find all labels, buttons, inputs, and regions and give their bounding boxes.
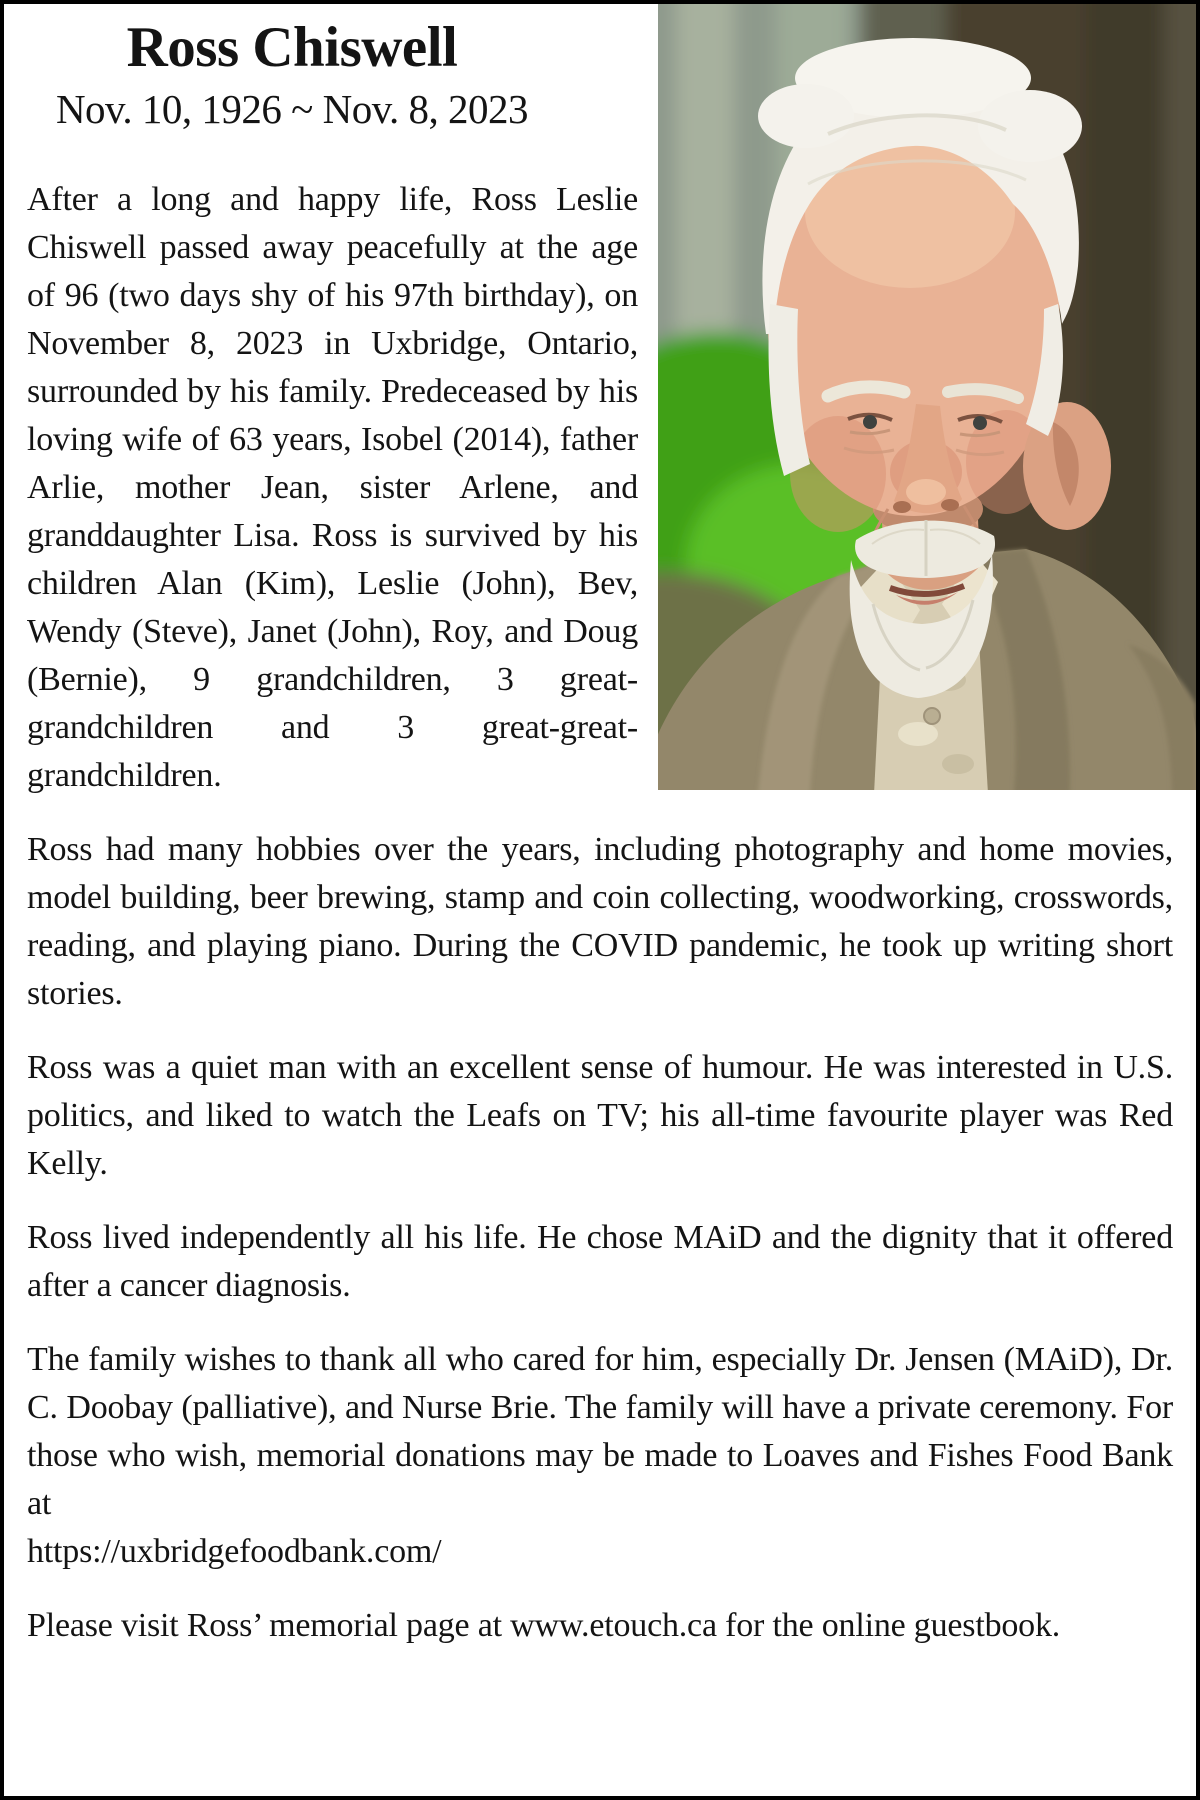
donation-url: https://uxbridgefoodbank.com/ (27, 1533, 442, 1570)
obituary-paragraph-maid: Ross lived independently all his life. He chose MAiD and the dignity that it offered after a cancer diagnosis. (27, 1219, 1173, 1304)
obituary-paragraph-hobbies: Ross had many hobbies over the years, including photography and home movies, model building, beer brewing, stamp and coin collecting, woodworking, crosswords, reading, and playing piano. During the COVID pandemic, he took up writing short stories. (27, 831, 1173, 1012)
obituary-paragraph-guestbook: Please visit Ross’ memorial page at www.etouch.ca for the online guestbook. (27, 1607, 1061, 1644)
obituary-paragraph-life-summary: After a long and happy life, Ross Leslie Chiswell passed away peacefully at the age of 96 (two days shy of his 97th birthday), on November 8, 2023 in Uxbridge, Ontario, surrounded by his family. Predeceased by his loving wife of 63 years, Isobel (2014), father Arlie, mother Jean, sister Arlene, and granddaughter Lisa. Ross is survived by his children Alan (Kim), Leslie (John), Bev, Wendy (Steve), Janet (John), Roy, and Doug (Bernie), 9 grandchildren, 3 great-grandchildren and 3 great-great-grandchildren. (27, 181, 638, 794)
portrait-photo (658, 4, 1196, 790)
life-dates: Nov. 10, 1926 ~ Nov. 8, 2023 (55, 86, 529, 132)
obituary-paragraph-thanks (27, 1336, 1173, 1576)
deceased-name: Ross Chiswell (126, 16, 458, 79)
portrait-photo-image (658, 4, 1196, 790)
obituary-paragraph-character: Ross was a quiet man with an excellent sense of humour. He was interested in U.S. politics, and liked to watch the Leafs on TV; his all-time favourite player was Red Kelly. (27, 1049, 1173, 1182)
masthead (27, 16, 557, 136)
thanks-text: The family wishes to thank all who cared for him, especially Dr. Jensen (MAiD), Dr. C. Doobay (palliative), and Nurse Brie. The family will have a private ceremony. For those who wish, memorial donations may be made to Loaves and Fishes Food Bank at (27, 1341, 1173, 1522)
